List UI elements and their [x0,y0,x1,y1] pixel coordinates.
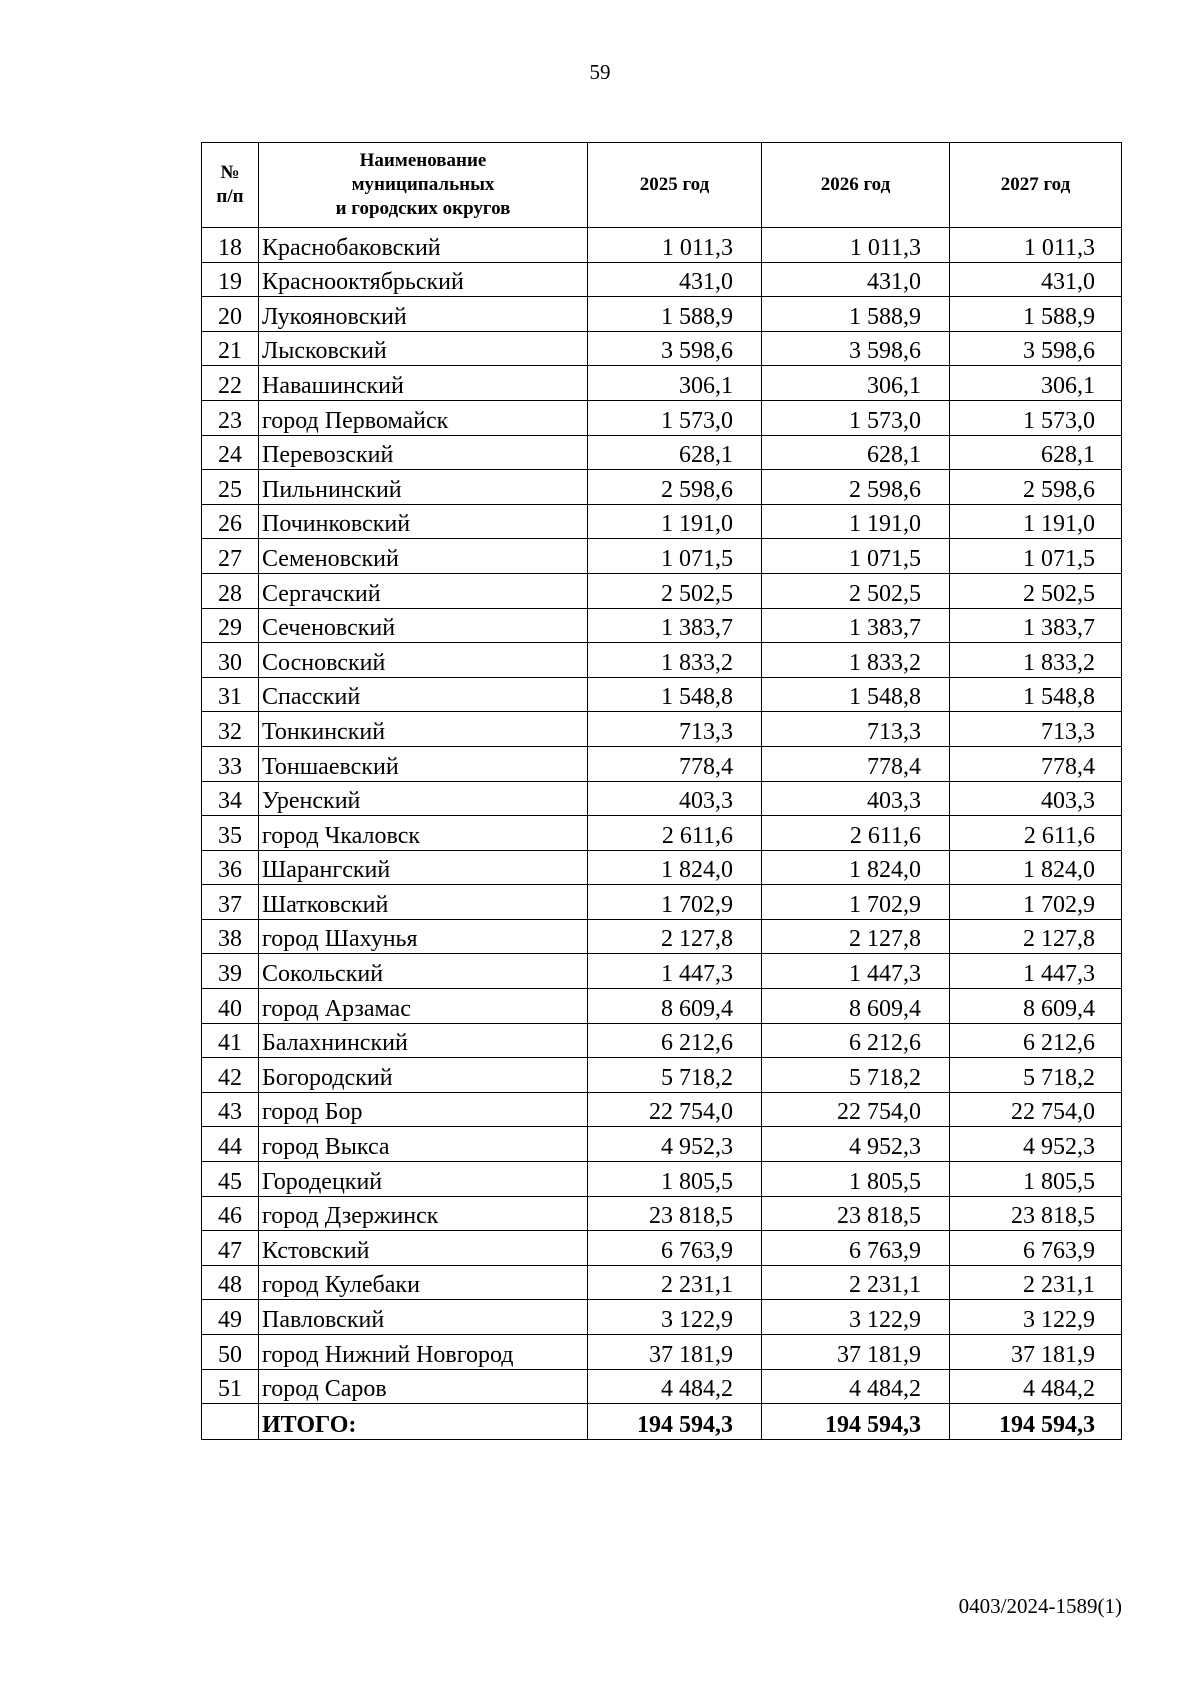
row-num: 49 [202,1300,259,1335]
row-value-2025: 1 447,3 [588,954,762,989]
row-num: 35 [202,816,259,851]
row-num: 39 [202,954,259,989]
row-value-2025: 3 598,6 [588,331,762,366]
row-value-2027: 1 011,3 [950,228,1122,263]
table-row [202,1231,1122,1266]
row-value-2025: 1 383,7 [588,608,762,643]
table-row [202,1162,1122,1197]
row-num: 50 [202,1335,259,1370]
row-num: 44 [202,1127,259,1162]
row-value-2027: 3 598,6 [950,331,1122,366]
header-2027: 2027 год [950,143,1122,228]
row-value-2027: 1 702,9 [950,885,1122,920]
header-num: № п/п [202,143,259,228]
row-value-2025: 2 502,5 [588,573,762,608]
row-name: Шарангский [259,850,588,885]
row-value-2027: 5 718,2 [950,1058,1122,1093]
row-value-2026: 628,1 [762,435,950,470]
row-name: Богородский [259,1058,588,1093]
row-value-2025: 431,0 [588,262,762,297]
row-value-2026: 5 718,2 [762,1058,950,1093]
row-value-2025: 2 127,8 [588,919,762,954]
row-name: город Бор [259,1092,588,1127]
row-num: 22 [202,366,259,401]
budget-table [201,142,1122,1440]
row-value-2026: 778,4 [762,746,950,781]
header-2026: 2026 год [762,143,950,228]
row-name: город Арзамас [259,989,588,1024]
row-num: 45 [202,1162,259,1197]
row-value-2027: 1 071,5 [950,539,1122,574]
table-row [202,1369,1122,1404]
row-name: Кстовский [259,1231,588,1266]
table-row [202,1092,1122,1127]
table-row [202,816,1122,851]
row-value-2027: 431,0 [950,262,1122,297]
row-num: 18 [202,228,259,263]
row-num: 34 [202,781,259,816]
row-value-2026: 22 754,0 [762,1092,950,1127]
row-num: 48 [202,1265,259,1300]
row-value-2026: 713,3 [762,712,950,747]
page-number: 59 [589,60,611,84]
row-value-2026: 6 763,9 [762,1231,950,1266]
row-value-2027: 2 598,6 [950,470,1122,505]
table-footer [202,1404,1122,1440]
row-name: Починковский [259,504,588,539]
row-value-2025: 2 611,6 [588,816,762,851]
row-num: 43 [202,1092,259,1127]
row-value-2025: 6 212,6 [588,1023,762,1058]
row-value-2026: 8 609,4 [762,989,950,1024]
row-value-2026: 306,1 [762,366,950,401]
total-label: ИТОГО: [259,1404,588,1440]
table-row [202,643,1122,678]
row-value-2025: 37 181,9 [588,1335,762,1370]
table-header [202,143,1122,228]
row-num: 51 [202,1369,259,1404]
row-num: 24 [202,435,259,470]
table-row [202,539,1122,574]
row-value-2027: 1 548,8 [950,677,1122,712]
row-value-2027: 1 833,2 [950,643,1122,678]
row-name: Павловский [259,1300,588,1335]
row-value-2027: 1 447,3 [950,954,1122,989]
row-name: Навашинский [259,366,588,401]
table-row [202,989,1122,1024]
row-num: 33 [202,746,259,781]
row-name: Краснооктябрьский [259,262,588,297]
row-num: 25 [202,470,259,505]
row-value-2026: 1 702,9 [762,885,950,920]
row-value-2027: 37 181,9 [950,1335,1122,1370]
total-row [202,1404,1122,1440]
row-value-2026: 37 181,9 [762,1335,950,1370]
row-name: Балахнинский [259,1023,588,1058]
row-num: 28 [202,573,259,608]
row-value-2025: 403,3 [588,781,762,816]
row-name: Лысковский [259,331,588,366]
table-row [202,470,1122,505]
table-row [202,746,1122,781]
row-value-2026: 3 598,6 [762,331,950,366]
header-row [202,143,1122,228]
row-value-2026: 4 952,3 [762,1127,950,1162]
row-value-2027: 6 212,6 [950,1023,1122,1058]
row-name: Перевозский [259,435,588,470]
row-num: 32 [202,712,259,747]
row-value-2025: 628,1 [588,435,762,470]
row-value-2026: 1 833,2 [762,643,950,678]
row-value-2027: 713,3 [950,712,1122,747]
total-2027: 194 594,3 [950,1404,1122,1440]
row-value-2025: 8 609,4 [588,989,762,1024]
row-value-2026: 1 588,9 [762,297,950,332]
row-value-2027: 778,4 [950,746,1122,781]
row-value-2026: 4 484,2 [762,1369,950,1404]
table-row [202,608,1122,643]
row-name: город Саров [259,1369,588,1404]
row-num: 47 [202,1231,259,1266]
table-row [202,400,1122,435]
row-value-2025: 2 231,1 [588,1265,762,1300]
row-value-2027: 2 502,5 [950,573,1122,608]
table-row [202,573,1122,608]
row-value-2027: 1 588,9 [950,297,1122,332]
row-num: 21 [202,331,259,366]
row-value-2025: 1 833,2 [588,643,762,678]
row-num: 23 [202,400,259,435]
row-value-2027: 23 818,5 [950,1196,1122,1231]
table-row [202,850,1122,885]
row-num: 31 [202,677,259,712]
row-name: Пильнинский [259,470,588,505]
row-value-2026: 2 502,5 [762,573,950,608]
row-value-2027: 8 609,4 [950,989,1122,1024]
row-value-2027: 1 824,0 [950,850,1122,885]
total-2025: 194 594,3 [588,1404,762,1440]
row-value-2025: 22 754,0 [588,1092,762,1127]
row-num: 30 [202,643,259,678]
row-value-2025: 5 718,2 [588,1058,762,1093]
row-name: Сергачский [259,573,588,608]
table-row [202,1023,1122,1058]
table-row [202,1058,1122,1093]
row-value-2025: 4 952,3 [588,1127,762,1162]
row-value-2025: 1 011,3 [588,228,762,263]
row-num: 40 [202,989,259,1024]
row-value-2026: 1 071,5 [762,539,950,574]
table-row [202,954,1122,989]
row-value-2026: 1 573,0 [762,400,950,435]
table-body [202,228,1122,1404]
row-value-2027: 1 191,0 [950,504,1122,539]
row-value-2025: 1 071,5 [588,539,762,574]
table-row [202,919,1122,954]
row-value-2026: 2 127,8 [762,919,950,954]
row-value-2027: 22 754,0 [950,1092,1122,1127]
row-value-2025: 1 702,9 [588,885,762,920]
row-name: город Первомайск [259,400,588,435]
table-row [202,1335,1122,1370]
table-row [202,366,1122,401]
row-value-2026: 2 611,6 [762,816,950,851]
table-row [202,677,1122,712]
row-num: 26 [202,504,259,539]
row-value-2026: 1 447,3 [762,954,950,989]
row-name: Семеновский [259,539,588,574]
total-2026: 194 594,3 [762,1404,950,1440]
row-name: Шатковский [259,885,588,920]
row-num: 38 [202,919,259,954]
row-value-2025: 1 548,8 [588,677,762,712]
row-value-2025: 713,3 [588,712,762,747]
row-value-2027: 3 122,9 [950,1300,1122,1335]
row-value-2026: 23 818,5 [762,1196,950,1231]
table-row [202,885,1122,920]
row-value-2026: 1 191,0 [762,504,950,539]
table-row [202,712,1122,747]
row-value-2027: 2 611,6 [950,816,1122,851]
table-row [202,1265,1122,1300]
row-value-2027: 306,1 [950,366,1122,401]
row-name: Уренский [259,781,588,816]
row-value-2027: 1 573,0 [950,400,1122,435]
row-value-2026: 403,3 [762,781,950,816]
total-num-cell [202,1404,259,1440]
row-num: 37 [202,885,259,920]
row-name: город Дзержинск [259,1196,588,1231]
row-value-2025: 1 805,5 [588,1162,762,1197]
row-name: Тонкинский [259,712,588,747]
row-value-2026: 1 824,0 [762,850,950,885]
table-row [202,1127,1122,1162]
row-value-2026: 3 122,9 [762,1300,950,1335]
row-name: Городецкий [259,1162,588,1197]
table-row [202,262,1122,297]
row-num: 41 [202,1023,259,1058]
row-value-2025: 4 484,2 [588,1369,762,1404]
row-value-2025: 3 122,9 [588,1300,762,1335]
table-row [202,331,1122,366]
row-num: 36 [202,850,259,885]
row-value-2026: 1 383,7 [762,608,950,643]
row-name: город Шахунья [259,919,588,954]
header-name: Наименование муниципальных и городских округов [259,143,588,228]
row-name: Сокольский [259,954,588,989]
table-row [202,1196,1122,1231]
row-value-2026: 2 598,6 [762,470,950,505]
document-code: 0403/2024-1589(1) [958,1594,1122,1618]
row-name: Краснобаковский [259,228,588,263]
row-value-2027: 4 952,3 [950,1127,1122,1162]
table-row [202,781,1122,816]
table-row [202,228,1122,263]
row-name: Тоншаевский [259,746,588,781]
row-name: Сосновский [259,643,588,678]
row-num: 46 [202,1196,259,1231]
row-num: 19 [202,262,259,297]
table-row [202,504,1122,539]
row-value-2027: 4 484,2 [950,1369,1122,1404]
table-row [202,1300,1122,1335]
row-value-2027: 403,3 [950,781,1122,816]
row-value-2025: 1 588,9 [588,297,762,332]
row-num: 27 [202,539,259,574]
row-value-2026: 1 548,8 [762,677,950,712]
row-name: город Чкаловск [259,816,588,851]
row-value-2026: 2 231,1 [762,1265,950,1300]
row-name: Лукояновский [259,297,588,332]
row-value-2027: 2 231,1 [950,1265,1122,1300]
row-name: Спасский [259,677,588,712]
row-value-2027: 628,1 [950,435,1122,470]
row-value-2026: 6 212,6 [762,1023,950,1058]
table-row [202,435,1122,470]
row-value-2025: 6 763,9 [588,1231,762,1266]
row-num: 20 [202,297,259,332]
row-value-2025: 306,1 [588,366,762,401]
row-value-2025: 2 598,6 [588,470,762,505]
row-name: город Выкса [259,1127,588,1162]
row-value-2027: 1 805,5 [950,1162,1122,1197]
row-value-2027: 1 383,7 [950,608,1122,643]
table-row [202,297,1122,332]
row-name: город Кулебаки [259,1265,588,1300]
row-name: город Нижний Новгород [259,1335,588,1370]
row-value-2025: 23 818,5 [588,1196,762,1231]
row-name: Сеченовский [259,608,588,643]
row-num: 42 [202,1058,259,1093]
row-value-2025: 1 824,0 [588,850,762,885]
row-num: 29 [202,608,259,643]
row-value-2026: 1 011,3 [762,228,950,263]
row-value-2025: 778,4 [588,746,762,781]
row-value-2027: 6 763,9 [950,1231,1122,1266]
row-value-2026: 431,0 [762,262,950,297]
header-2025: 2025 год [588,143,762,228]
row-value-2027: 2 127,8 [950,919,1122,954]
row-value-2025: 1 191,0 [588,504,762,539]
row-value-2025: 1 573,0 [588,400,762,435]
row-value-2026: 1 805,5 [762,1162,950,1197]
